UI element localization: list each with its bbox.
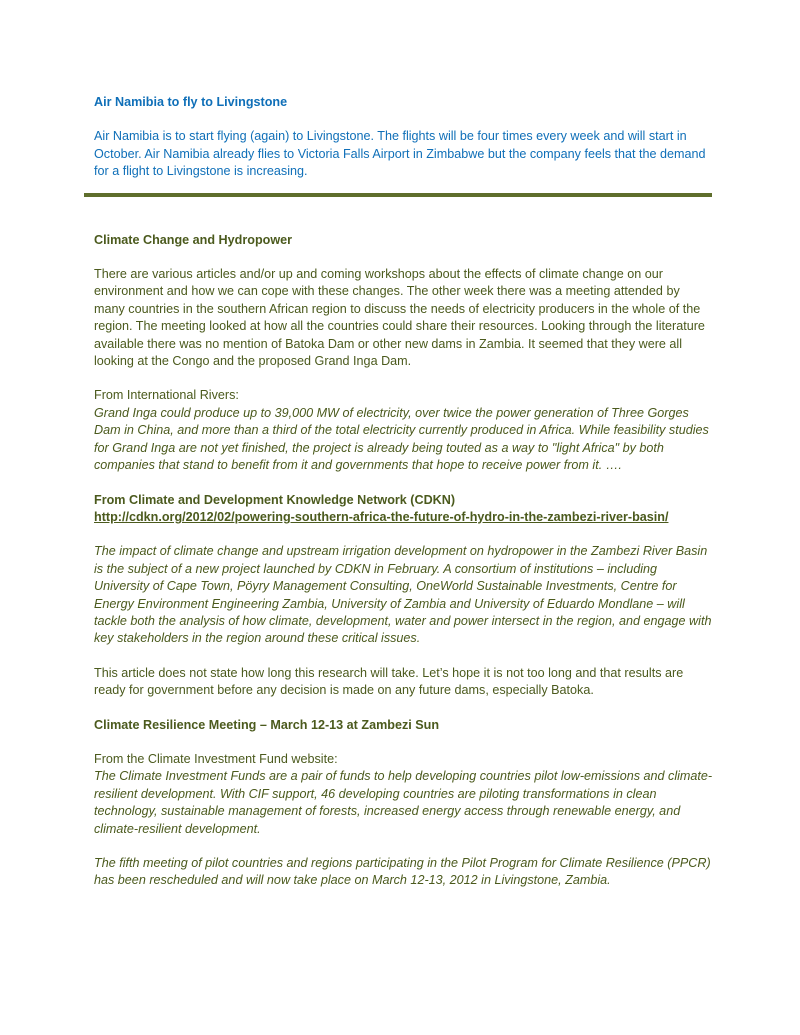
climate-resilience-title: Climate Resilience Meeting – March 12-13 at Zambezi Sun — [94, 717, 440, 732]
cdkn-section — [94, 492, 714, 700]
international-rivers-quote: Grand Inga could produce up to 39,000 MW of electricity, over twice the power generation of Three Gorges Dam in China, and more than a third of the total electricity currently produced in Africa. While feasibility studies for Grand Inga are not yet finished, the project is already being touted as a way to "light Africa" by both companies that stand to benefit from it and governments that hope to receive power from it. …. — [94, 405, 709, 473]
climate-hydropower-body: There are various articles and/or up and coming workshops about the effects of climate change on our environment and how we can cope with these changes. The other week there was a meeting attended by many countries in the southern African region to discuss the needs of electricity producers in the whole of the region. The meeting looked at how all the countries could share their resources. Looking through the literature available there was no mention of Batoka Dam or other new dams in Zambia. It seemed that they were all looking at the Congo and the proposed Grand Inga Dam. — [94, 267, 705, 369]
climate-resilience-section — [94, 717, 714, 890]
air-namibia-body: Air Namibia is to start flying (again) to Livingstone. The flights will be four times every week and will start in October. Air Namibia already flies to Victoria Falls Airport in Zimbabwe but the company feels that the demand for a flight to Livingstone is increasing. — [94, 129, 706, 179]
air-namibia-title: Air Namibia to fly to Livingstone — [94, 95, 288, 109]
cdkn-quote: The impact of climate change and upstream irrigation development on hydropower in the Zambezi River Basin is the subject of a new project launched by CDKN in February. A consortium of institutions – including University of Cape Town, Pöyry Management Consulting, OneWorld Sustainable Investments, Centre for Energy Environment Engineering Zambia, University of Zambia and University of Eduardo Mondlane – will tackle both the analysis of how climate, development, water and power intersect in the region, and engage with key stakeholders in the region around these critical issues. — [94, 544, 712, 646]
climate-hydropower-title: Climate Change and Hydropower — [94, 232, 293, 247]
climate-hydropower-section — [94, 232, 714, 475]
cdkn-comment: This article does not state how long this research will take. Let’s hope it is not too long and that results are ready for government before any decision is made on any future dams, especially Batoka. — [94, 665, 684, 698]
international-rivers-label: From International Rivers: — [94, 388, 239, 403]
document-page — [94, 94, 714, 890]
cif-source-label: From the Climate Investment Fund website: — [94, 751, 338, 766]
cdkn-link[interactable]: http://cdkn.org/2012/02/powering-southern-africa-the-future-of-hydro-in-the-zambezi-river-basin/ — [94, 509, 669, 524]
cif-quote-2: The fifth meeting of pilot countries and regions participating in the Pilot Program for Climate Resilience (PPCR) has been rescheduled and will now take place on March 12-13, 2012 in Livingstone, Zambia. — [94, 856, 711, 888]
cif-quote-1: The Climate Investment Funds are a pair of funds to help developing countries pilot low-emissions and climate-resilient development. With CIF support, 46 developing countries are piloting transformations in clean technology, sustainable management of forests, increased energy access through renewable energy, and climate-resilient development. — [94, 769, 713, 836]
air-namibia-section — [94, 94, 714, 181]
cdkn-title: From Climate and Development Knowledge Network (CDKN) — [94, 492, 456, 507]
